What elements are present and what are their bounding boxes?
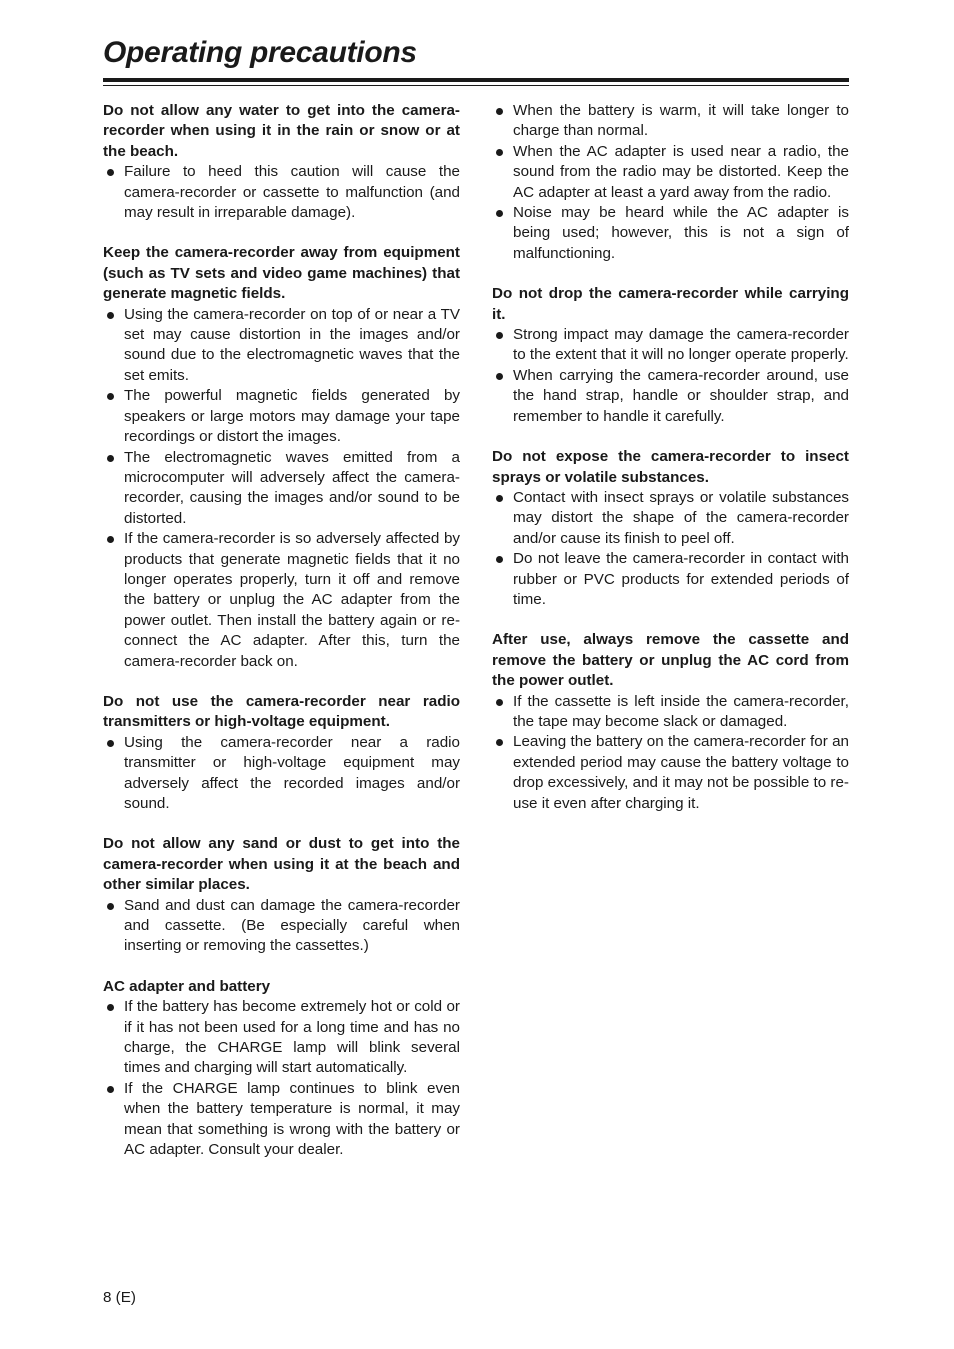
bullet-icon — [107, 455, 114, 462]
list-item-text: When the battery is warm, it will take longer to charge than normal. — [513, 102, 849, 140]
list-item-text: Do not leave the camera-recorder in contact with rubber or PVC products for extended periods of time. — [513, 550, 849, 608]
bullet-icon — [107, 1086, 114, 1093]
bullet-list — [103, 162, 460, 223]
list-item-text: If the CHARGE lamp continues to blink even when the battery temperature is normal, it may mean that something is wrong with the battery or AC adapter. Consult your dealer. — [124, 1079, 460, 1159]
list-item — [103, 1079, 460, 1161]
list-item-text: When the AC adapter is used near a radio, the sound from the radio may be distorted. Keep the AC adapter at least a yard away from the radio. — [513, 142, 849, 201]
list-item — [492, 325, 849, 366]
precaution-section — [492, 284, 849, 427]
list-item-text: If the camera-recorder is so adversely affected by products that generate magnetic fields that it no longer operates properly, turn it off and remove the battery or unplug the AC adapter from the power outlet. Then install the battery again or re-connect the AC adapter. After this, turn the camera-recorder back on. — [124, 530, 460, 670]
precaution-section — [103, 243, 460, 672]
list-item — [492, 692, 849, 733]
list-item-text: If the cassette is left inside the camera-recorder, the tape may become slack or damaged. — [513, 692, 849, 730]
page-number: 8 (E) — [103, 1289, 136, 1306]
precaution-section — [103, 977, 460, 1161]
bullet-icon — [496, 699, 503, 706]
bullet-icon — [107, 312, 114, 319]
section-heading: Do not expose the camera-recorder to insect sprays or volatile substances. — [492, 448, 849, 486]
list-item — [492, 488, 849, 549]
page-title: Operating precautions — [103, 36, 417, 69]
section-heading: AC adapter and battery — [103, 977, 271, 995]
title-rule-thin — [103, 85, 849, 86]
list-item-text: Sand and dust can damage the camera-recorder and cassette. (Be especially careful when inserting or removing the cassettes.) — [124, 896, 460, 955]
list-item — [103, 162, 460, 223]
list-item — [492, 366, 849, 427]
list-item — [103, 529, 460, 672]
list-item-text: When carrying the camera-recorder around, use the hand strap, handle or shoulder strap, and remember to handle it carefully. — [513, 366, 849, 425]
precaution-section — [103, 834, 460, 956]
bullet-icon — [496, 739, 503, 746]
precaution-section — [103, 101, 460, 223]
list-item-text: Using the camera-recorder on top of or near a TV set may cause distortion in the images and/or sound due to the electromagnetic waves that the set emits. — [124, 305, 460, 384]
bullet-icon — [107, 393, 114, 400]
bullet-list — [492, 101, 849, 264]
bullet-icon — [107, 740, 114, 747]
list-item-text: Using the camera-recorder near a radio transmitter or high-voltage equipment may adversely affect the recorded images and/or sound. — [124, 733, 460, 812]
list-item — [103, 896, 460, 957]
list-item-text: Failure to heed this caution will cause the camera-recorder or cassette to malfunction (and may result in irreparable damage). — [124, 163, 460, 222]
bullet-icon — [496, 108, 503, 115]
section-heading: Do not allow any water to get into the camera-recorder when using it in the rain or snow or at the beach. — [103, 102, 460, 160]
title-rule-thick — [103, 78, 849, 82]
bullet-icon — [496, 495, 503, 502]
bullet-list — [492, 692, 849, 814]
list-item-text: The powerful magnetic fields generated by speakers or large motors may damage your tape recordings or distort the images. — [124, 387, 460, 446]
bullet-list — [103, 997, 460, 1160]
section-heading: Keep the camera-recorder away from equipment (such as TV sets and video game machines) that generate magnetic fields. — [103, 244, 460, 303]
list-item-text: Contact with insect sprays or volatile substances may distort the shape of the camera-recorder and/or cause its finish to peel off. — [513, 488, 849, 547]
list-item — [492, 101, 849, 142]
section-heading: Do not allow any sand or dust to get into the camera-recorder when using it at the beach and other similar places. — [103, 835, 460, 894]
left-column — [103, 101, 460, 1181]
list-item — [492, 549, 849, 610]
list-item — [103, 386, 460, 447]
list-item-text: If the battery has become extremely hot or cold or if it has not been used for a long time and has no charge, the CHARGE lamp will blink several times and charging will start automatically. — [124, 998, 460, 1077]
list-item — [103, 997, 460, 1079]
section-heading: After use, always remove the cassette and remove the battery or unplug the AC cord from the power outlet. — [492, 631, 849, 690]
list-item-text: Leaving the battery on the camera-recorder for an extended period may cause the battery voltage to drop excessively, and it may not be possible to re-use it even after charging it. — [513, 733, 849, 812]
bullet-list — [103, 733, 460, 815]
right-column — [492, 101, 849, 834]
bullet-list — [103, 896, 460, 957]
bullet-icon — [496, 373, 503, 380]
bullet-icon — [107, 903, 114, 910]
precaution-section — [492, 447, 849, 610]
list-item — [103, 448, 460, 530]
bullet-list — [103, 305, 460, 672]
bullet-icon — [107, 1004, 114, 1011]
list-item — [492, 203, 849, 264]
bullet-icon — [496, 149, 503, 156]
bullet-icon — [107, 169, 114, 176]
bullet-list — [492, 488, 849, 610]
list-item-text: The electromagnetic waves emitted from a microcomputer will adversely affect the camera-recorder, causing the images and/or sound to be distorted. — [124, 448, 460, 527]
bullet-icon — [107, 536, 114, 543]
list-item — [103, 305, 460, 387]
list-item — [103, 733, 460, 815]
bullet-icon — [496, 556, 503, 563]
list-item-text: Noise may be heard while the AC adapter is being used; however, this is not a sign of malfunctioning. — [513, 204, 849, 262]
bullet-icon — [496, 210, 503, 217]
precaution-section — [492, 101, 849, 264]
precaution-section — [103, 692, 460, 814]
precaution-section — [492, 630, 849, 814]
list-item — [492, 142, 849, 203]
section-heading: Do not use the camera-recorder near radio transmitters or high-voltage equipment. — [103, 692, 460, 731]
section-heading: Do not drop the camera-recorder while carrying it. — [492, 285, 849, 323]
bullet-icon — [496, 332, 503, 339]
list-item-text: Strong impact may damage the camera-recorder to the extent that it will no longer operate properly. — [513, 326, 849, 364]
list-item — [492, 732, 849, 814]
bullet-list — [492, 325, 849, 427]
